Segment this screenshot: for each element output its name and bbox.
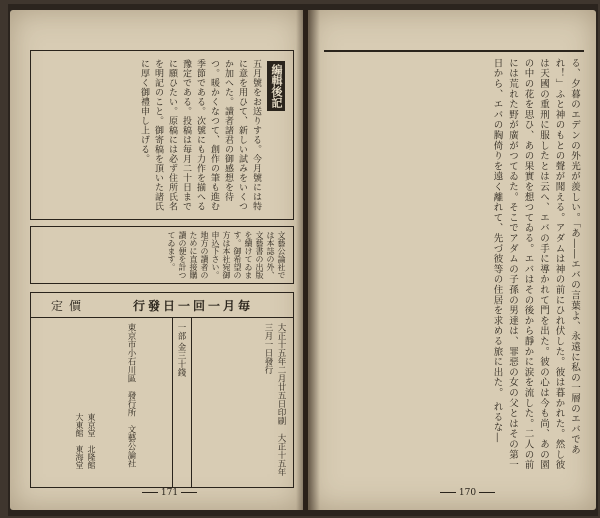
colophon <box>30 292 294 488</box>
colophon-distributors: 東京堂 北隆館 大東館 東海堂 <box>75 413 96 477</box>
colophon-header <box>31 293 293 318</box>
colophon-divider <box>191 317 192 487</box>
colophon-title: 行發日一回一月毎 <box>132 299 253 313</box>
story-body: る、夕暮のエデンの外光が羨しい。「あ――エバの言葉よ、永遠に私の一層のエバであれ！」ふと神のもとの聲が聞える。アダムは神の前にひれ伏した。彼は暮かれた。然し彼は天國の重刑に服したとは云へ、エバの手に導かれて門を出た。彼の心は今も尚、あの園の中の花を思ひ、あの果實を想つてゐる。エバはその後から靜かに涙を流した。二人の前には荒れた野が廣がつてゐた。そこでアダムの子孫の男達は、罪惡の女の父とはその第一日から、エバの胸倚りを遠く離れて、先づ彼等の住居を求める旅に出た。 <box>491 58 580 470</box>
editors-note-heading: 編輯後記 <box>267 61 285 111</box>
colophon-issue-dates: 大正十五年二月廿五日印刷 大正十五年三月一日發行 <box>263 323 286 476</box>
notice-text: 文藝公論社では本誌の外、文藝書の出版を續けてゐます。御希望の方は本社宛御申込下さい。地方の讀者のために直接購讀の便を計つてゐます。 <box>167 231 286 279</box>
colophon-price: 一部 金三十錢 <box>176 323 186 377</box>
editors-note-box <box>30 50 294 220</box>
notice-box <box>30 226 294 284</box>
left-page <box>10 10 303 510</box>
page-number-right <box>440 488 495 498</box>
page-number-right-value: 170 <box>458 488 477 498</box>
editors-note-text: 五月號をお送りする。今月號には特に意を用ひて、新しい試みをいくつか加へた。讀者諸君の御感想を待つ。暖かくなつて、創作の筆も進む季節である。次號にも力作を揃へる豫定である。投稿は毎月二十日までに願ひたい。原稿には必ず住所氏名を明記のこと。御寄稿を頂いた諸氏に厚く御禮申し上げる。 <box>139 59 261 211</box>
page-number-left-value: 171 <box>160 488 179 498</box>
book-spread <box>8 4 598 516</box>
story-text <box>322 58 582 478</box>
right-page <box>308 10 596 510</box>
book-gutter <box>296 10 320 510</box>
page-number-left <box>142 488 197 498</box>
header-rule <box>324 50 584 52</box>
colophon-price-label: 定價 <box>51 299 88 313</box>
story-end-line: れるな― <box>491 401 503 443</box>
colophon-publisher: 東京市小石川區 發行所 文藝公論社 <box>126 323 136 468</box>
